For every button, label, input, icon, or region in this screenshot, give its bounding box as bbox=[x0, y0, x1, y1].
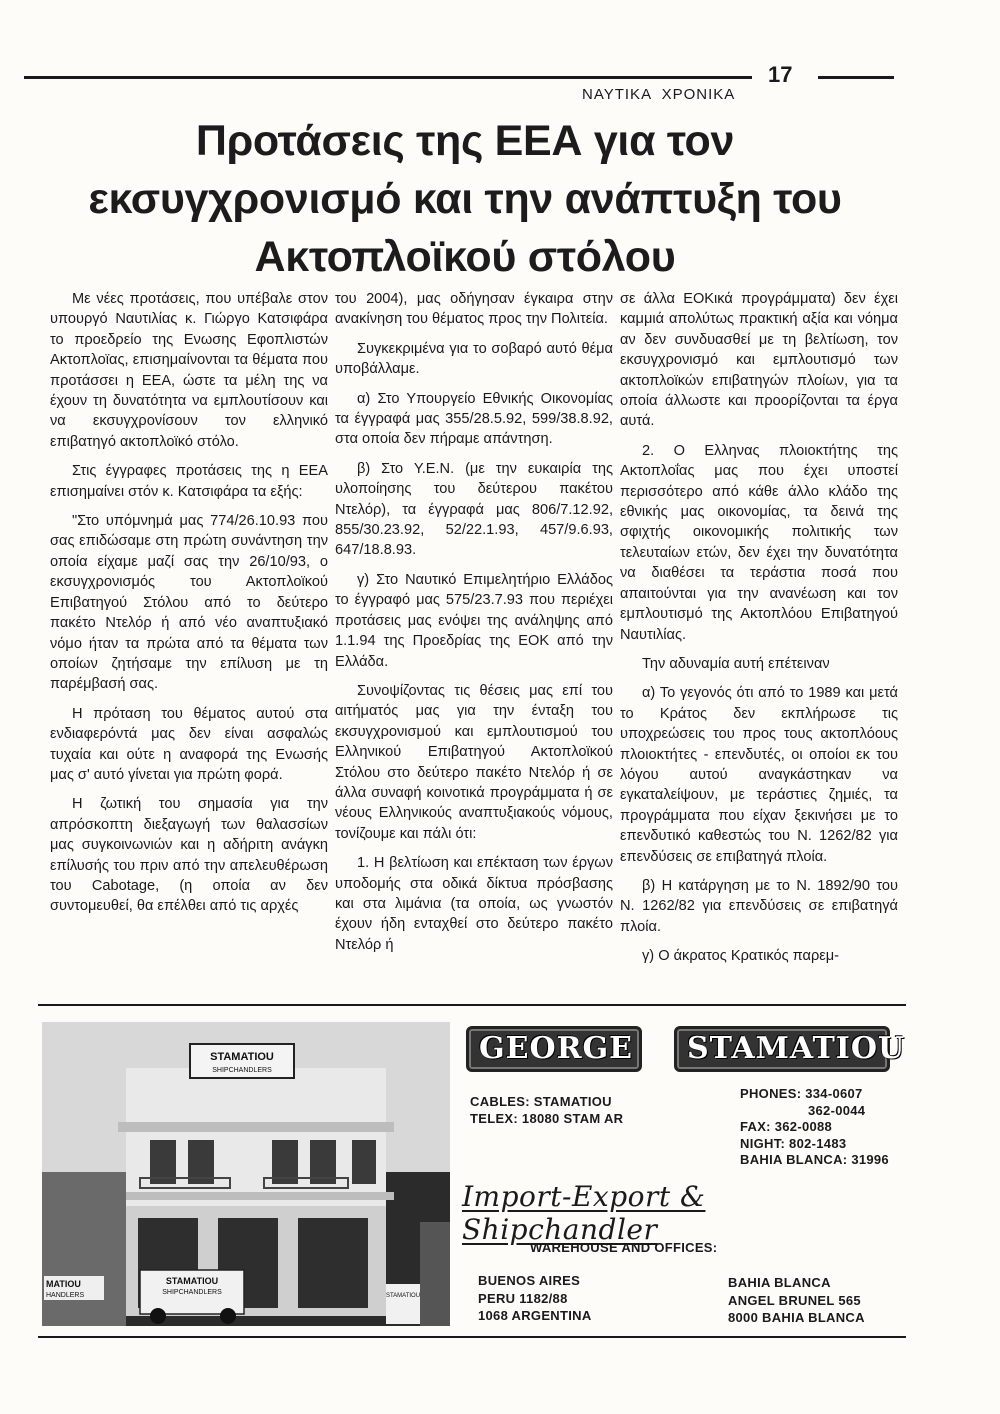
paragraph: Με νέες προτάσεις, που υπέβαλε στον υπουργό Ναυτιλίας κ. Γιώργο Κατσιφάρα το προεδρείο της Ενωσης Εφοπλιστών Ακτοπλοϊας, επισημαίνονται τα θέματα που προτάσσει η ΕΕΑ, ώστε τα μέλη της να έχουν τη δυνατότητα να εμπλουτίσουν και να εκσυγχρονίσουν τον ελληνικό επιβατηγό ακτοπλοϊκό στόλο. bbox=[50, 291, 328, 450]
title-line-2: εκσυγχρονισμό και την ανάπτυξη του bbox=[88, 175, 842, 223]
title-line-3: Ακτοπλοϊκού στόλου bbox=[254, 233, 676, 281]
title-line-1: Προτάσεις της ΕΕΑ για τον bbox=[195, 117, 735, 165]
bb-city: BAHIA BLANCA bbox=[728, 1275, 831, 1290]
cables-line: CABLES: STAMATIOU bbox=[470, 1094, 612, 1109]
paragraph: α) Το γεγονός ότι από το 1989 και μετά το Κράτος δεν εκπλήρωσε τις υποχρεώσεις του προς τους ακτοπλόους πλοιοκτήτες - επενδυτές, οι οποίοι εκ του λόγου αυτού αναγκάστηκαν να εγκαταλείψουν, με τεράστιες ζημιές, τα προγράμματα που είχαν ξεκινήσει με το επενδυτικό καθεστώς του Ν. 1262/82 για επενδύσεις σε επιβατηγά πλοία. bbox=[620, 685, 898, 865]
logo-george: GEORGE bbox=[466, 1026, 642, 1072]
bb-street: ANGEL BRUNEL 565 bbox=[728, 1292, 861, 1308]
paragraph: 2. Ο Ελληνας πλοιοκτήτης της Ακτοπλοΐας μας που έχει υποστεί περισσότερο από κάθε άλλο κλάδο της εθνικής μας οικονομίας, τα δεινά της σφιχτής οικονομικής πολιτικής των τελευταίων ετών, δεν έχει την δυνατότητα να διαθέσει τα τεράστια ποσά που απαιτούνται για την ανανέωση και τον εμπλουτισμό της Ακτοπλόου Επιβατηγού Ναυτιλίας. bbox=[620, 442, 898, 643]
logo-stamatiou: STAMATIOU bbox=[674, 1026, 890, 1072]
tagline-script: Import-Export & Shipchandler bbox=[462, 1180, 706, 1246]
paragraph: β) Στο Υ.Ε.Ν. (με την ευκαιρία της υλοποίησης του δεύτερου πακέτου Ντελόρ), τα έγγραφά μας 806/7.12.92, 855/30.23.92, 52/22.1.93, 457/9.6.93, 647/18.8.93. bbox=[335, 460, 613, 559]
paragraph: β) Η κατάργηση με το Ν. 1892/90 του Ν. 1262/82 για επενδύσεις σε επιβατηγά πλοία. bbox=[620, 877, 898, 935]
paragraph: του 2004), μας οδήγησαν έγκαιρα στην ανακίνηση του θέματος προς την Πολιτεία. bbox=[335, 291, 613, 328]
photo-sign-name: STAMATIOU bbox=[210, 1051, 274, 1063]
article-column-2 bbox=[335, 289, 613, 964]
header-rule-right bbox=[818, 76, 894, 79]
paragraph: Η πρόταση του θέματος αυτού στα ενδιαφερόντά μας δεν είναι ασφαλώς τυχαία και ούτε η αναφορά της Ενωσής μας σ' αυτό γίνεται για πρώτη φορά. bbox=[50, 705, 328, 783]
ba-zip: 1068 ARGENTINA bbox=[478, 1308, 592, 1323]
paragraph: γ) Ο άκρατος Κρατικός παρεμ- bbox=[642, 948, 840, 965]
paragraph: Συγκεκριμένα για το σοβαρό αυτό θέμα υποβάλλαμε. bbox=[335, 340, 613, 378]
phones-line-2: 362-0044 bbox=[808, 1102, 866, 1118]
paragraph: Στις έγγραφες προτάσεις της η ΕΕΑ επισημαίνει στόν κ. Κατσιφάρα τα εξής: bbox=[50, 463, 328, 500]
article-column-3 bbox=[620, 289, 898, 976]
ba-city: BUENOS AIRES bbox=[478, 1273, 581, 1288]
paragraph: α) Στο Υπουργείο Εθνικής Οικονομίας τα έγγραφά μας 355/28.5.92, 599/38.8.92, στα οποία δεν πήραμε απάντηση. bbox=[335, 390, 613, 448]
article-column-1 bbox=[50, 289, 328, 926]
photo-left-sign-name: MATIOU bbox=[46, 1279, 81, 1289]
bahia-phone-line: BAHIA BLANCA: 31996 bbox=[740, 1152, 889, 1167]
paragraph: Συνοψίζοντας τις θέσεις μας επί του αιτήματός μας για την ένταξη του εκσυγχρονισμού και εμπλουτισμού του Ελληνικού Επιβατηγού Ακτοπλοϊκού Στόλου στο δεύτερο πακέτο Ντελόρ ή σε άλλα συναφή κοινοτικά προγράμματα ή σε νέους Ελληνικούς αναπτυξιακούς νόμους, τονίζουμε και πάλι ότι: bbox=[335, 682, 613, 842]
shop-building-photo bbox=[42, 1022, 450, 1326]
article-title bbox=[30, 112, 900, 286]
section-name: ΝΑΥΤΙΚΑ ΧΡΟΝΙΚΑ bbox=[582, 86, 736, 103]
photo-truck-sign-subtitle: SHIPCHANDLERS bbox=[162, 1289, 222, 1296]
ad-border-top bbox=[38, 1004, 906, 1006]
header-rule-left bbox=[24, 76, 752, 79]
page-number: 17 bbox=[768, 62, 793, 87]
photo-sign-subtitle: SHIPCHANDLERS bbox=[212, 1067, 272, 1074]
contact-cables-telex bbox=[470, 1094, 623, 1127]
address-bahia-blanca bbox=[728, 1274, 865, 1327]
ad-border-bottom bbox=[38, 1336, 906, 1338]
night-line: NIGHT: 802-1483 bbox=[740, 1135, 847, 1151]
phones-line: PHONES: 334-0607 bbox=[740, 1086, 863, 1101]
bb-zip: 8000 BAHIA BLANCA bbox=[728, 1310, 865, 1325]
contact-phones bbox=[740, 1086, 889, 1169]
photo-truck-sign-name: STAMATIOU bbox=[165, 1276, 219, 1286]
paragraph: σε άλλα ΕΟΚικά προγράμματα) δεν έχει καμμιά απολύτως πρακτική αξία και νόημα αν δεν συνδυασθεί με τη βελτίωση, τον εκσυγχρονισμό και εμπλουτισμό των ακτοπλοϊκών επιβατηγών πλοίων, για τα οποία άλλωστε και προορίζονται τα έργα αυτά. bbox=[620, 291, 898, 430]
ba-street: PERU 1182/88 bbox=[478, 1290, 568, 1306]
fax-line: FAX: 362-0088 bbox=[740, 1119, 833, 1134]
photo-left-sign-subtitle: HANDLERS bbox=[46, 1292, 85, 1299]
paragraph: "Στο υπόμνημά μας 774/26.10.93 που σας επιδώσαμε στη πρώτη συνάντηση την οποία είχαμε μαζί σας την 26/10/93, ο εκσυγχρονισμός του Ακτοπλοϊκού Επιβατηγού Στόλου από το δεύτερο πακέτο Ντελόρ ή από νέο αναπτυξιακό νόμο ήταν τα πρώτα από τα θέματα των οποίων ζητήσαμε την επίλυση με τη παρέμβασή σας. bbox=[50, 513, 328, 693]
paragraph: Την αδυναμία αυτή επέτειναν bbox=[642, 655, 830, 672]
paragraph: γ) Στο Ναυτικό Επιμελητήριο Ελλάδος το έγγραφό μας 575/23.7.93 που περιέχει προτάσεις μας ενόψει της ανάληψης από 1.1.94 της Προεδρίας της ΕΟΚ από την Ελλάδα. bbox=[335, 571, 613, 670]
paragraph: Η ζωτική του σημασία για την απρόσκοπτη διεξαγωγή των θαλασσίων μας συγκοινωνιών και η αδήριτη ανάγκη επίλυσής του πριν από την απελευθέρωση του Cabotage, (η οποία αν δεν συντομευθεί, θα επέλθει από τις αρχές bbox=[50, 796, 328, 915]
address-buenos-aires bbox=[478, 1272, 592, 1325]
photo-shop-sign: STAMATIOU bbox=[385, 1293, 421, 1299]
warehouse-heading: WAREHOUSE AND OFFICES: bbox=[530, 1240, 718, 1255]
paragraph: 1. Η βελτίωση και επέκταση των έργων υποδομής στα οδικά δίκτυα πρόσβασης και στα λιμάνια (τα οποία, ως γνωστόν έχουν ήδη ενταχθεί στο δεύτερο πακέτο Ντελόρ ή bbox=[335, 855, 613, 953]
telex-line: TELEX: 18080 STAM AR bbox=[470, 1110, 624, 1126]
